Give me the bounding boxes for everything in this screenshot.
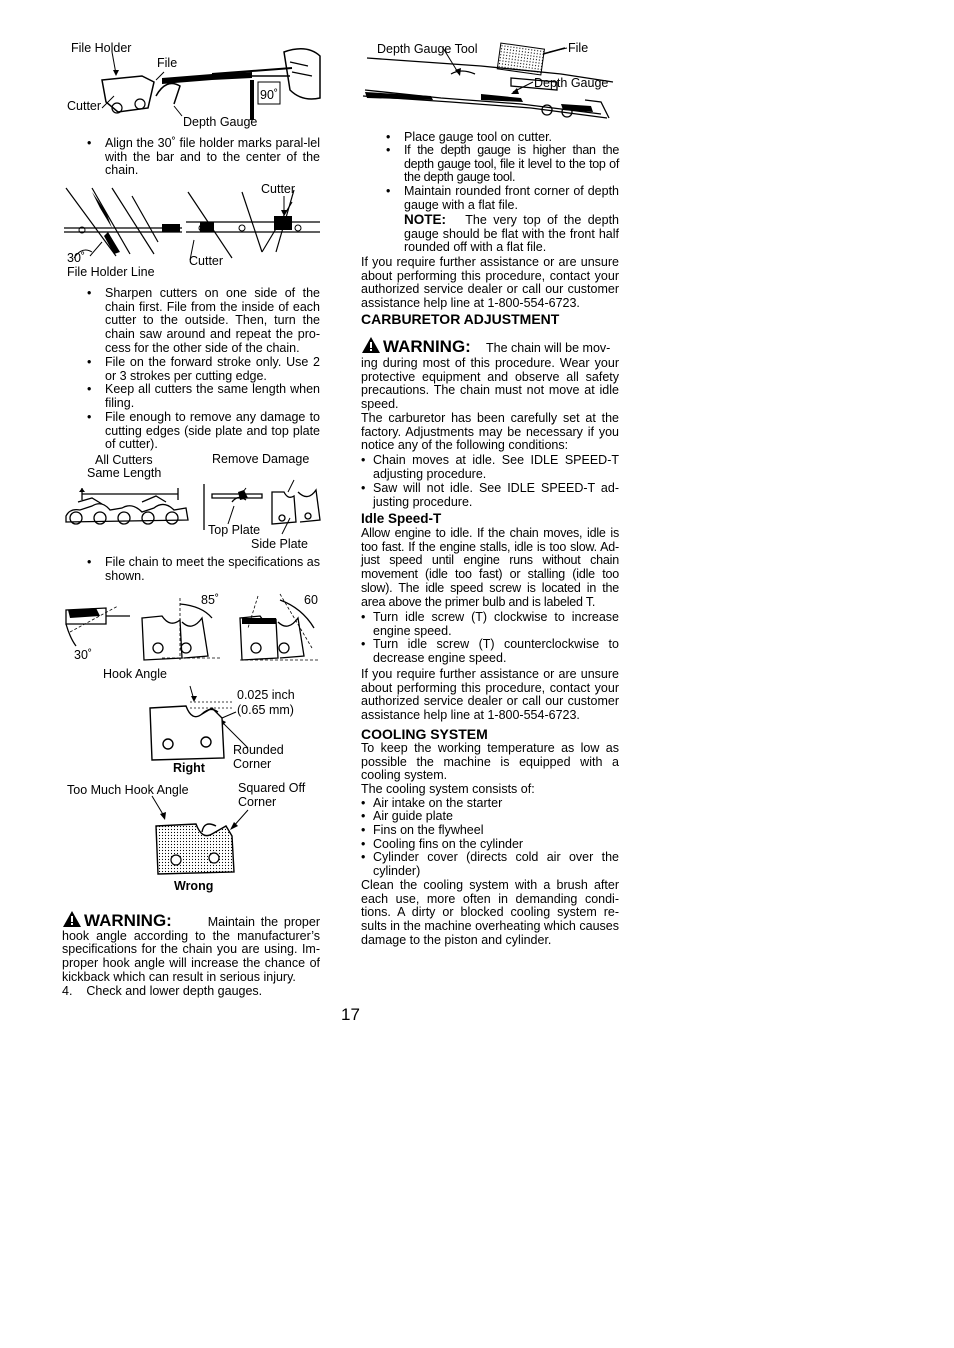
label-cutter-bottom: Cutter: [189, 254, 224, 268]
bullet-align: [87, 136, 320, 178]
right-hook-figure: [62, 662, 322, 778]
bullet-dot: •: [361, 610, 366, 624]
angle-spec-drawing: [62, 588, 322, 672]
bullet-text: Chain moves at idle. See IDLE SPEED-T adjusting procedure.: [373, 453, 619, 481]
label-measure-inch: 0.025 inch: [237, 688, 295, 702]
depth-gauge-tool-figure: [361, 38, 621, 124]
label-cutter: Cutter: [67, 99, 102, 113]
bullet-dot: •: [361, 637, 366, 651]
bullet-text: Saw will not idle. See IDLE SPEED-T ad-justing procedure.: [373, 481, 619, 509]
label-right: Right: [173, 761, 205, 775]
bullet-dot: •: [87, 136, 92, 150]
bullet-sharpen-4: [87, 410, 320, 452]
bullet-dot: •: [386, 130, 391, 144]
label-too-much-hook: Too Much Hook Angle: [67, 783, 189, 797]
warning-heading: [62, 911, 179, 930]
label-corner: Corner: [233, 757, 272, 771]
bullet-dot: •: [361, 481, 366, 495]
wrong-hook-figure: [62, 780, 322, 896]
label-depth-gauge: Depth Gauge: [534, 76, 609, 90]
bullet-dot: •: [87, 555, 92, 569]
note-block: [404, 213, 619, 255]
cooling-consists: The cooling system consists of:: [361, 782, 535, 796]
cooling-bullet-5: [361, 850, 619, 878]
bullet-gauge-2: [386, 143, 619, 185]
label-angle-30: 30˚: [74, 648, 93, 662]
label-side-plate: Side Plate: [251, 537, 308, 551]
bullet-text: Align the 30˚ file holder marks paral-lel with the bar and to the center of the chain.: [105, 136, 320, 178]
idle-speed-paragraph: Allow engine to idle. If the chain moves, idle is too fast. If the engine stalls, idle is too slow. Ad-just speed until engine runs without chain movement (idle too fast) or stalling (idle too slow). The idle speed screw is located in the area above the primer bulb and is labeled T.: [361, 526, 619, 609]
label-same-length: Same Length: [87, 466, 162, 480]
label-file: File: [157, 56, 178, 70]
label-rounded: Rounded: [233, 743, 284, 757]
bullet-dot: •: [87, 286, 92, 300]
label-corner-wrong: Corner: [238, 795, 277, 809]
bullet-text: File chain to meet the specifications as shown.: [105, 555, 320, 583]
step-4: [62, 985, 320, 999]
cooling-clean-paragraph: Clean the cooling system with a brush after each use, more often in demanding condi-tions. A dirty or blocked cooling system re-sults in the machine overheating which causes damage to the piston and cylinder.: [361, 878, 619, 947]
bullet-text: Cylinder cover (directs cold air over the cylinder): [373, 850, 619, 878]
bullet-text: Turn idle screw (T) clockwise to increase engine speed.: [373, 610, 619, 638]
label-all-cutters: All Cutters: [95, 453, 153, 467]
label-file: File: [568, 41, 589, 55]
step-text: Check and lower depth gauges.: [86, 984, 263, 998]
bullet-dot: •: [361, 796, 366, 810]
bullet-text: Sharpen cutters on one side of the chain first. File from the inside of each cutter to the outside. Then, turn the chain saw around and repeat the pro-cess for the other side of the chain.: [105, 286, 320, 355]
bullet-text: Turn idle screw (T) counterclockwise to decrease engine speed.: [373, 637, 619, 665]
bullet-text: File enough to remove any damage to cutting edges (side plate and top plate of cutter).: [105, 410, 320, 452]
carb-bullet-1: [361, 453, 619, 481]
hook-angle-warning: [62, 910, 320, 985]
cutter-length-figure: [62, 450, 322, 552]
note-label: NOTE:: [404, 212, 446, 227]
bullet-text: If the depth gauge is higher than the depth gauge tool, file it level to the top of the depth gauge tool.: [404, 143, 619, 185]
bullet-gauge-3: [386, 184, 619, 212]
label-depth-gauge-tool: Depth Gauge Tool: [377, 42, 478, 56]
carb-bullet-2: [361, 481, 619, 509]
label-angle-60: 60: [304, 593, 318, 607]
bullet-dot: •: [361, 837, 366, 851]
bullet-dot: •: [361, 850, 366, 864]
label-measure-mm: (0.65 mm): [237, 703, 294, 717]
bullet-sharpen-3: [87, 382, 320, 410]
bullet-text: Air intake on the starter: [373, 796, 503, 810]
label-depth-gauge: Depth Gauge: [183, 115, 258, 129]
cooling-bullet-3: [361, 823, 619, 838]
label-angle-30: 30˚: [67, 251, 86, 265]
warning-triangle-icon: [62, 910, 82, 928]
note-text: The very top of the depth gauge should be flat with the front half rounded off with a flat file.: [404, 213, 620, 255]
bullet-dot: •: [386, 143, 391, 157]
bullet-sharpen-2: [87, 355, 320, 383]
file-holder-line-figure: [62, 182, 322, 282]
bullet-dot: •: [361, 809, 366, 823]
idle-bullet-1: [361, 610, 619, 638]
bullet-dot: •: [87, 355, 92, 369]
bullet-dot: •: [361, 453, 366, 467]
idle-speed-heading: Idle Speed-T: [361, 511, 442, 526]
assist-paragraph-2: If you require further assistance or are unsure about performing this procedure, contact your authorized service dealer or call our customer assistance help line at 1-800-554-6723.: [361, 667, 619, 723]
warning-label: WARNING:: [84, 911, 172, 930]
carburetor-heading: CARBURETOR ADJUSTMENT: [361, 311, 560, 327]
label-wrong: Wrong: [174, 879, 214, 893]
cooling-heading: COOLING SYSTEM: [361, 726, 488, 742]
bullet-dot: •: [386, 184, 391, 198]
carburetor-warning: [361, 336, 619, 356]
bullet-dot: •: [87, 410, 92, 424]
label-squared-off: Squared Off: [238, 781, 306, 795]
bullet-sharpen-1: [87, 286, 320, 356]
warning-label: WARNING:: [383, 337, 471, 356]
label-angle-90: 90˚: [260, 88, 279, 102]
step-number: 4.: [62, 984, 73, 998]
label-remove-damage: Remove Damage: [212, 452, 310, 466]
warning-heading: [361, 337, 476, 356]
carburetor-warning-rest: ing during most of this procedure. Wear your protective equipment and observe all safety precautions. The chain must not move at idle speed.: [361, 356, 619, 412]
label-angle-85: 85˚: [201, 593, 220, 607]
bullet-dot: •: [361, 823, 366, 837]
file-holder-figure: [62, 38, 322, 130]
warning-triangle-icon: [361, 336, 381, 354]
label-file-holder-line: File Holder Line: [67, 265, 155, 279]
bullet-dot: •: [87, 382, 92, 396]
bullet-text: Keep all cutters the same length when filing.: [105, 382, 320, 410]
cooling-bullet-2: [361, 809, 619, 824]
bullet-text: Maintain rounded front corner of depth gauge with a flat file.: [404, 184, 619, 212]
idle-bullet-2: [361, 637, 619, 665]
label-cutter-top: Cutter: [261, 182, 296, 196]
angle-spec-figure: [62, 588, 322, 672]
warning-text: Maintain the proper hook angle according to the manufacturer’s specifications for the chain you are using. Im-proper hook angle will increase the chance of kickback which can result in serious injury.: [62, 915, 320, 984]
bullet-spec: [87, 555, 320, 583]
bullet-text: Cooling fins on the cylinder: [373, 837, 524, 851]
carburetor-paragraph: The carburetor has been carefully set at the factory. Adjustments may be necessary if you notice any of the following conditions:: [361, 411, 619, 453]
bullet-text: Place gauge tool on cutter.: [404, 130, 553, 144]
bullet-text: Fins on the flywheel: [373, 823, 484, 837]
bullet-text: Air guide plate: [373, 809, 453, 823]
cooling-paragraph: To keep the working temperature as low as possible the machine is equipped with a cooling system.: [361, 741, 619, 783]
label-top-plate: Top Plate: [208, 523, 261, 537]
label-hook-angle: Hook Angle: [103, 667, 167, 681]
label-file-holder: File Holder: [71, 41, 132, 55]
bullet-text: File on the forward stroke only. Use 2 or 3 strokes per cutting edge.: [105, 355, 320, 383]
assist-paragraph-1: If you require further assistance or are unsure about performing this procedure, contact your authorized service dealer or call our customer assistance help line at 1-800-554-6723.: [361, 255, 619, 311]
warning-text-inline: The chain will be mov-: [485, 341, 611, 355]
page-number: 17: [341, 1005, 360, 1024]
